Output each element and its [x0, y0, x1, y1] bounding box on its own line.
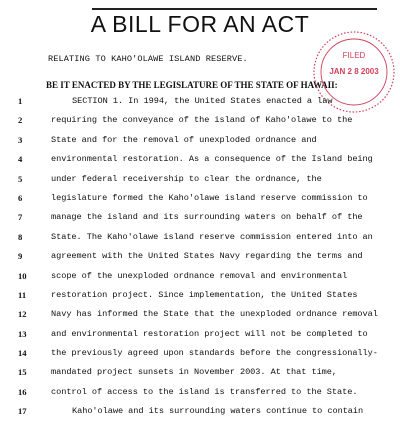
bill-line — [0, 229, 400, 248]
bill-line — [0, 364, 400, 383]
bill-title: A BILL FOR AN ACT — [90, 11, 310, 37]
line-text: under federal receivership to clear the ordnance, the — [51, 173, 322, 184]
line-text: scope of the unexploded ordnance removal and environmental — [51, 270, 348, 281]
line-number: 1 — [18, 96, 23, 106]
bill-line — [0, 171, 400, 190]
bill-line — [0, 326, 400, 345]
line-number: 4 — [18, 154, 23, 165]
line-text: legislature formed the Kaho'olawe island reserve commission to — [51, 192, 368, 203]
line-text: control of access to the island is transferred to the State. — [51, 386, 358, 397]
line-number: 9 — [18, 251, 23, 262]
bill-line — [0, 151, 400, 170]
stamp-label: FILED — [342, 51, 366, 60]
bill-line — [0, 287, 400, 306]
header-rule — [92, 8, 377, 10]
bill-line — [0, 268, 400, 287]
bill-line — [0, 403, 400, 422]
line-text: restoration project. Since implementation, the United States — [51, 289, 358, 300]
line-text: the previously agreed upon standards before the congressionally- — [51, 348, 378, 359]
stamp-date: JAN 2 8 2003 — [329, 67, 379, 76]
line-text: Kaho'olawe and its surrounding waters continue to contain — [72, 406, 364, 417]
bill-line — [0, 112, 400, 131]
line-text: SECTION 1. In 1994, the United States enacted a law — [72, 96, 333, 106]
enacting-clause: BE IT ENACTED BY THE LEGISLATURE OF THE STATE OF HAWAII: — [46, 80, 338, 90]
line-text: agreement with the United States Navy regarding the terms and — [51, 251, 363, 262]
line-number: 2 — [18, 115, 23, 126]
line-number: 11 — [18, 289, 27, 300]
line-number: 13 — [18, 328, 27, 339]
line-text: mandated project sunsets in November 2003. At that time, — [51, 367, 337, 378]
bill-line — [0, 306, 400, 325]
line-number: 6 — [18, 192, 23, 203]
bill-line — [0, 209, 400, 228]
line-text: manage the island and its surrounding waters on behalf of the — [51, 212, 363, 223]
line-number: 16 — [18, 386, 27, 397]
line-text: and environmental restoration project will not be completed to — [51, 328, 368, 339]
line-text: State and for the removal of unexploded ordnance and — [51, 134, 317, 145]
line-text: Navy has informed the State that the unexploded ordnance removal — [51, 309, 378, 320]
line-number: 8 — [18, 231, 23, 242]
line-text: environmental restoration. As a consequence of the Island being — [51, 154, 373, 165]
line-number: 15 — [18, 367, 27, 378]
line-number: 10 — [18, 270, 27, 281]
relating-clause: RELATING TO KAHO'OLAWE ISLAND RESERVE. — [48, 54, 248, 64]
bill-line — [0, 93, 400, 112]
bill-line — [0, 384, 400, 403]
line-text: requiring the conveyance of the island of Kaho'olawe to the — [51, 115, 353, 126]
bill-body — [0, 93, 400, 423]
bill-line — [0, 345, 400, 364]
bill-line — [0, 190, 400, 209]
line-number: 7 — [18, 212, 23, 223]
line-number: 12 — [18, 309, 27, 320]
line-text: State. The Kaho'olawe island reserve commission entered into an — [51, 231, 373, 242]
line-number: 14 — [18, 348, 27, 359]
line-number: 17 — [18, 406, 27, 417]
line-number: 5 — [18, 173, 23, 184]
bill-line — [0, 132, 400, 151]
line-number: 3 — [18, 134, 23, 145]
bill-line — [0, 248, 400, 267]
